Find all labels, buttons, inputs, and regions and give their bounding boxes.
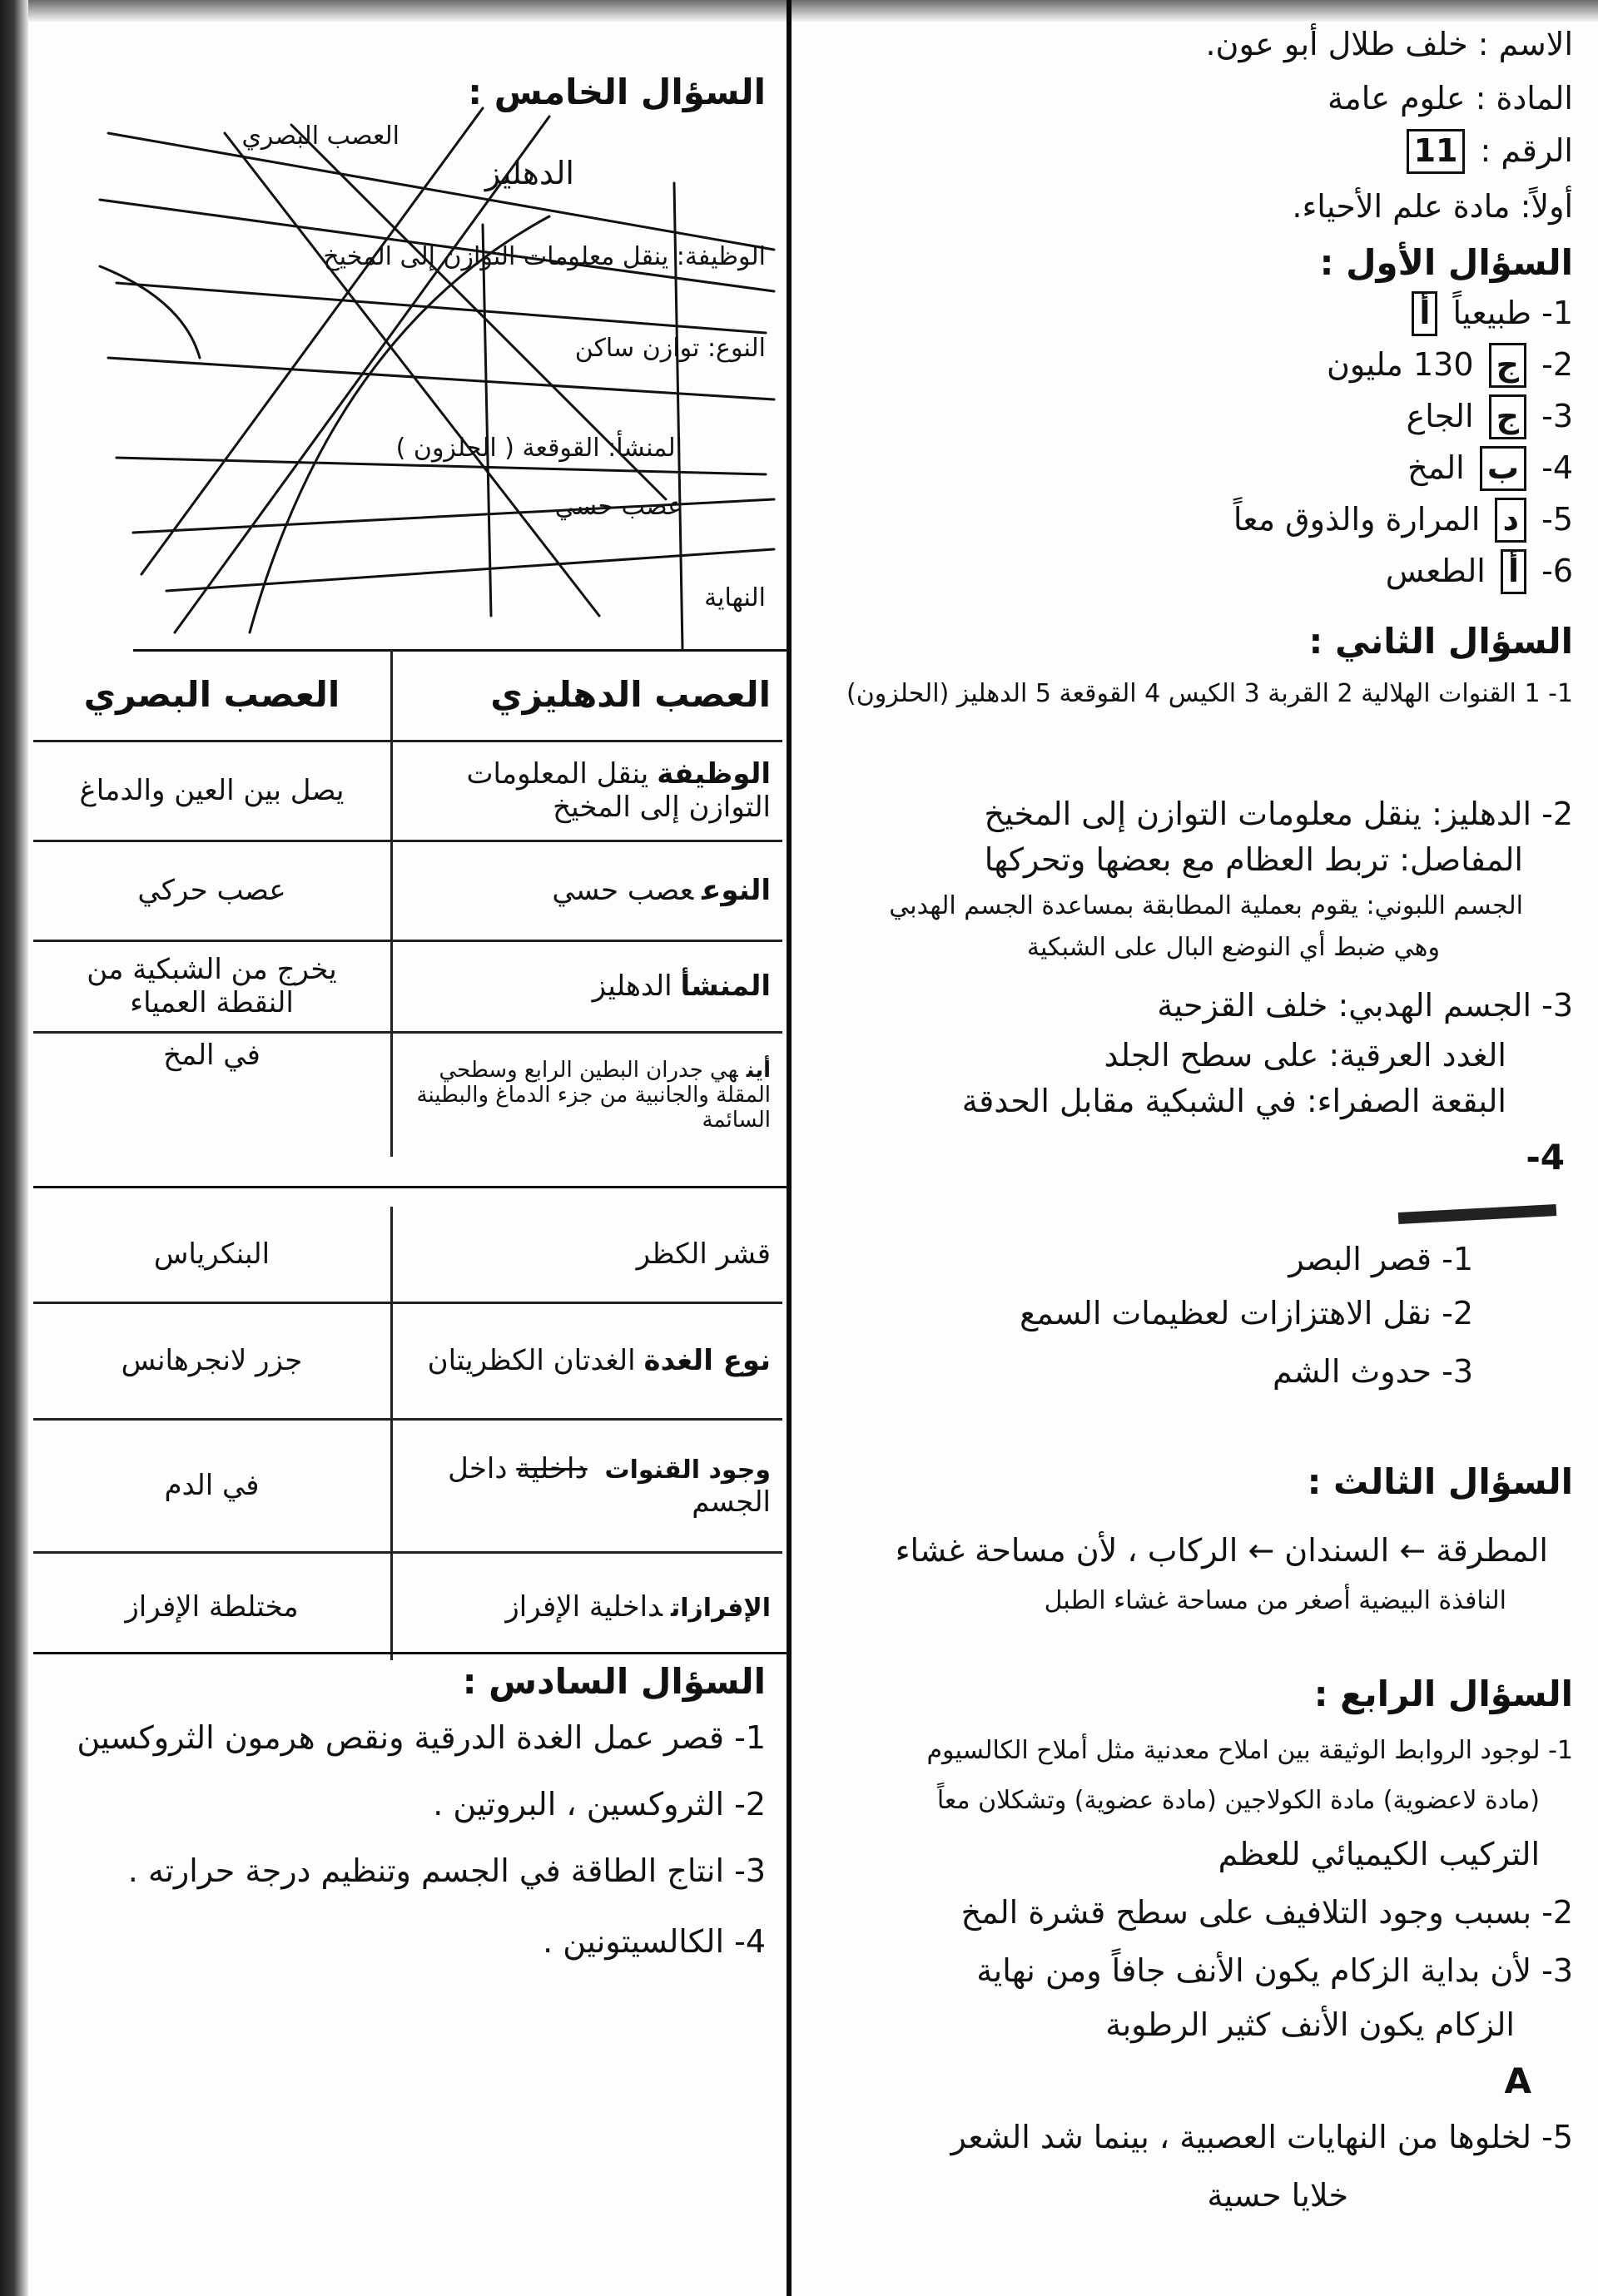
table-row: وجود القنوات داخلية داخل الجسم في الدم xyxy=(33,1419,782,1552)
q2-part1: 1- 1 القنوات الهلالية 2 القربة 3 الكيس 4 القوقعة 5 الدهليز (الحلزون) xyxy=(846,679,1573,708)
struck-out-word xyxy=(1398,1204,1556,1224)
table-row: الوظيفةينقل المعلومات التوازن إلى المخيخ يصل بين العين والدماغ xyxy=(33,741,782,841)
q1-item-1: 1- طبيعياً أ xyxy=(1407,291,1573,336)
table-row: الإفرازاتداخلية الإفراز مختلطة الإفراز xyxy=(33,1552,782,1660)
q1-item-6: 6- أ الطعس xyxy=(1386,549,1573,594)
q4-line3: التركيب الكيميائي للعظم xyxy=(1218,1836,1540,1872)
vestibular-nerve-header: العصب الدهليزي xyxy=(490,673,771,715)
scratch-function: الوظيفة: ينقل معلومات التوازن إلى المخيخ xyxy=(323,242,766,271)
column-divider xyxy=(787,0,792,2296)
q4-line7: 5- لخلوها من النهايات العصبية ، بينما شد الشعر xyxy=(950,2119,1573,2155)
optic-nerve-header: العصب البصري xyxy=(83,673,340,715)
scratch-end: النهاية xyxy=(704,583,766,612)
number-value: 11 xyxy=(1407,129,1466,174)
q2-title: السؤال الثاني : xyxy=(1308,621,1573,662)
q2-part2-line2: المفاصل: تربط العظام مع بعضها وتحركها xyxy=(984,841,1523,878)
section-rule-2 xyxy=(33,1186,787,1188)
q3-line2: النافذة البيضية أصغر من مساحة غشاء الطبل xyxy=(1044,1586,1506,1615)
crossout-scribble xyxy=(83,83,782,649)
number-line xyxy=(1402,129,1573,174)
table-header-row: قشر الكظر البنكرياس xyxy=(33,1207,782,1302)
scratch-sensory: عصب حسي xyxy=(554,492,682,521)
q6-item-2: 2- الثروكسين ، البروتين . xyxy=(433,1786,766,1822)
part-one-title: أولاً: مادة علم الأحياء. xyxy=(1292,188,1573,225)
nerve-comparison-table xyxy=(33,649,782,1157)
q1-item-3: 3- ج الجاع xyxy=(1407,394,1573,439)
q2-part4-item1: 1- قصر البصر xyxy=(1288,1241,1473,1277)
q3-title: السؤال الثالث : xyxy=(1307,1461,1573,1502)
q1-item-2: 2- ج 130 مليون xyxy=(1327,343,1573,388)
student-name: الاسم : خلف طلال أبو عون. xyxy=(1205,26,1573,62)
q2-part3-line1: 3- الجسم الهدبي: خلف القزحية xyxy=(1157,987,1573,1024)
q2-part4-item2: 2- نقل الاهتزازات لعظيمات السمع xyxy=(1020,1295,1473,1331)
q6-item-1: 1- قصر عمل الغدة الدرقية ونقص هرمون الثروكسين xyxy=(77,1719,766,1756)
q4-line2: (مادة لاعضوية) مادة الكولاجين (مادة عضوية) وتشكلان معاً xyxy=(936,1786,1540,1815)
q1-item-4: 4- ب المخ xyxy=(1407,446,1573,491)
q2-part3-line2: الغدد العرقية: على سطح الجلد xyxy=(1104,1037,1506,1074)
q3-line1: المطرقة ← السندان ← الركاب ، لأن مساحة غشاء xyxy=(895,1532,1548,1569)
q4-line6: الزكام يكون الأنف كثير الرطوبة xyxy=(1105,2006,1515,2043)
table-row: النوععصب حسي عصب حركي xyxy=(33,841,782,940)
q2-part2-line1: 2- الدهليز: ينقل معلومات التوازن إلى المخيخ xyxy=(984,796,1573,832)
q4-title: السؤال الرابع : xyxy=(1313,1674,1573,1714)
q4-line1: 1- لوجود الروابط الوثيقة بين املاح معدنية مثل أملاح الكالسيوم xyxy=(926,1736,1573,1765)
q5-title: السؤال الخامس : xyxy=(468,72,766,112)
table-row: نوع الغدةالغدتان الكظريتان جزر لانجرهانس xyxy=(33,1302,782,1419)
q2-part4-item3: 3- حدوث الشم xyxy=(1273,1353,1473,1390)
section-rule-3 xyxy=(33,1652,787,1654)
q4-line5: 3- لأن بداية الزكام يكون الأنف جافاً ومن نهاية xyxy=(976,1952,1573,1989)
q4-line4: 2- بسبب وجود التلافيف على سطح قشرة المخ xyxy=(960,1894,1573,1931)
table-row: المنشأالدهليز يخرج من الشبكية من النقطة العمياء xyxy=(33,940,782,1032)
q1-title: السؤال الأول : xyxy=(1319,242,1573,283)
q4-line8: خلايا حسية xyxy=(1207,2177,1348,2214)
scratch-type: النوع: توازن ساكن xyxy=(574,334,766,363)
q2-part4-number: 4- xyxy=(1526,1137,1565,1178)
q1-item-5: 5- د المرارة والذوق معاً xyxy=(1233,498,1573,543)
scratch-origin: المنشأ: القوقعة ( الحلزون ) xyxy=(395,434,682,463)
scratch-vestibule: الدهليز xyxy=(484,155,574,191)
struck-word: داخلية xyxy=(516,1452,588,1485)
scratch-optic: العصب البصري xyxy=(241,121,400,151)
table-row: أينهي جدران البطين الرابع وسطحي المقلة والجانبية من جزء الدماغ والبطينة السائمة في المخ xyxy=(33,1032,782,1157)
scan-top-edge xyxy=(0,0,1598,22)
q6-item-3: 3- انتاج الطاقة في الجسم وتنظيم درجة حرارته . xyxy=(127,1852,766,1889)
q6-item-4: 4- الكالسيتونين . xyxy=(543,1923,766,1960)
q6-title: السؤال السادس : xyxy=(462,1661,766,1702)
q2-part2-line3: الجسم اللبوني: يقوم بعملية المطابقة بمساعدة الجسم الهدبي xyxy=(889,891,1523,920)
scan-left-edge xyxy=(0,0,28,2296)
table-header-row xyxy=(33,649,782,741)
q4-mark: A xyxy=(1504,2060,1531,2101)
subject-line: المادة : علوم عامة xyxy=(1328,80,1573,117)
gland-comparison-table xyxy=(33,1207,782,1660)
q2-part3-line3: البقعة الصفراء: في الشبكية مقابل الحدقة xyxy=(961,1083,1506,1119)
q2-part2-line4: وهي ضبط أي النوضع البال على الشبكية xyxy=(1026,933,1440,962)
number-label: الرقم : xyxy=(1480,132,1573,169)
